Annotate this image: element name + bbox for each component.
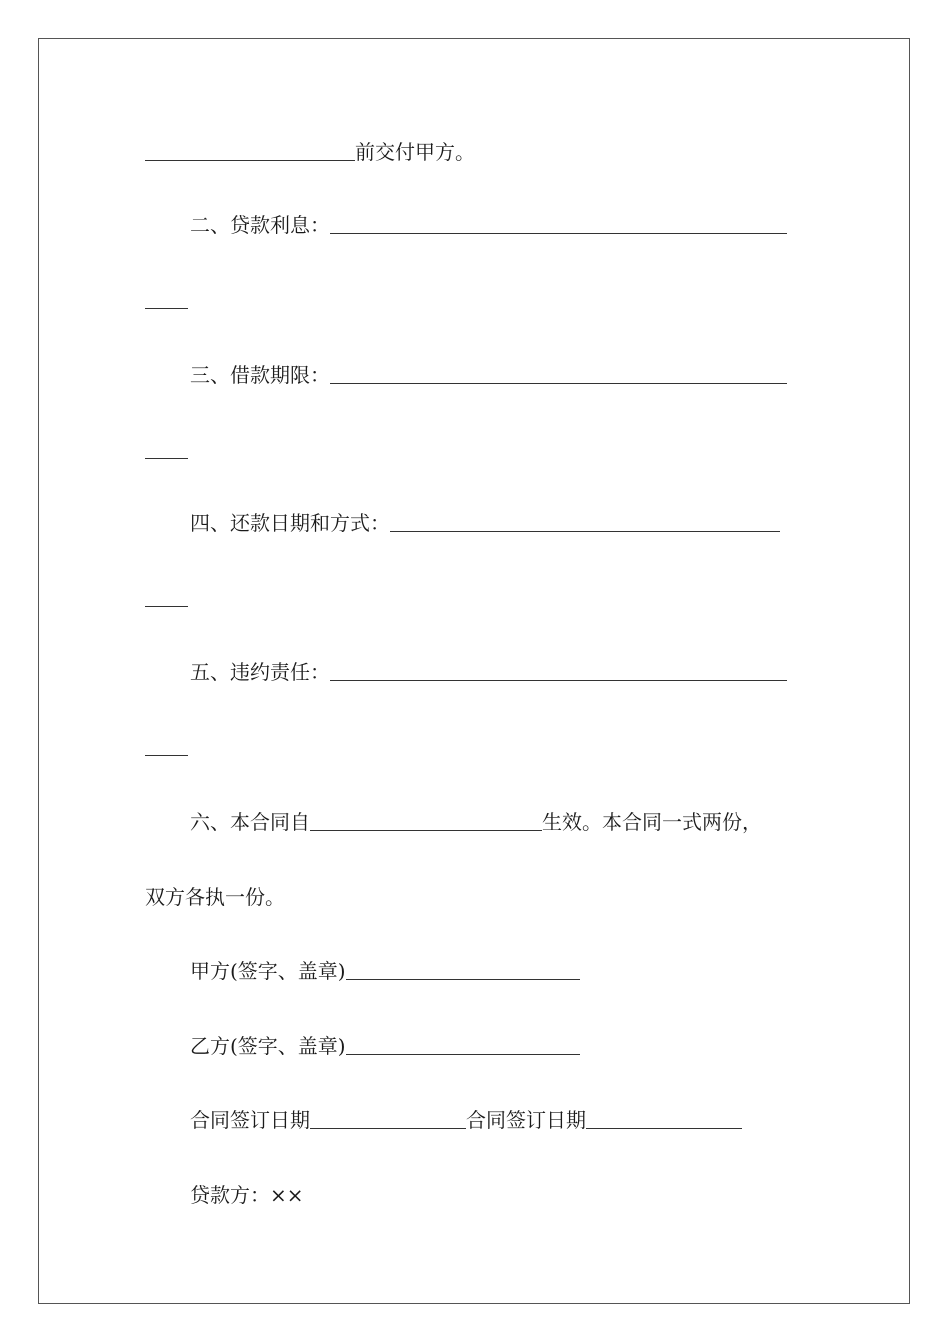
line-party-a [190, 959, 580, 983]
label-term: 三、借款期限： [190, 363, 330, 387]
blank-field[interactable] [145, 142, 355, 161]
text-copies: 双方各执一份。 [145, 885, 285, 909]
blank-party-a-signature[interactable] [346, 961, 580, 980]
label-interest: 二、贷款利息： [190, 213, 330, 237]
line-lender [190, 1183, 304, 1207]
line-interest-cont [145, 288, 188, 312]
text-lender: 贷款方：×× [190, 1183, 304, 1207]
line-sign-dates [190, 1108, 742, 1132]
blank-term-cont[interactable] [145, 440, 188, 459]
line-party-b [190, 1034, 580, 1058]
line-term [190, 363, 787, 387]
line-repayment [190, 511, 780, 535]
text-delivery: 前交付甲方。 [355, 140, 475, 164]
blank-breach-cont[interactable] [145, 737, 188, 756]
blank-party-b-signature[interactable] [346, 1036, 580, 1055]
label-repayment: 四、还款日期和方式： [190, 511, 390, 535]
line-effective [190, 810, 762, 834]
line-term-cont [145, 438, 188, 462]
line-breach [190, 660, 787, 684]
blank-sign-date-b[interactable] [586, 1110, 742, 1129]
blank-sign-date-a[interactable] [310, 1110, 466, 1129]
blank-term[interactable] [330, 365, 787, 384]
line-breach-cont [145, 735, 188, 759]
blank-interest[interactable] [330, 215, 787, 234]
line-interest [190, 213, 787, 237]
blank-interest-cont[interactable] [145, 290, 188, 309]
blank-repayment[interactable] [390, 513, 780, 532]
line-repayment-cont [145, 586, 188, 610]
label-sign-date-a: 合同签订日期 [190, 1108, 310, 1132]
line-delivery [145, 140, 475, 164]
text-effective-suffix: 生效。本合同一式两份， [542, 810, 762, 834]
blank-effective-date[interactable] [310, 812, 542, 831]
label-breach: 五、违约责任： [190, 660, 330, 684]
label-party-a: 甲方(签字、盖章) [190, 959, 346, 983]
blank-breach[interactable] [330, 662, 787, 681]
label-party-b: 乙方(签字、盖章) [190, 1034, 346, 1058]
blank-repayment-cont[interactable] [145, 588, 188, 607]
label-sign-date-b: 合同签订日期 [466, 1108, 586, 1132]
line-copies [145, 885, 285, 909]
label-effective-prefix: 六、本合同自 [190, 810, 310, 834]
